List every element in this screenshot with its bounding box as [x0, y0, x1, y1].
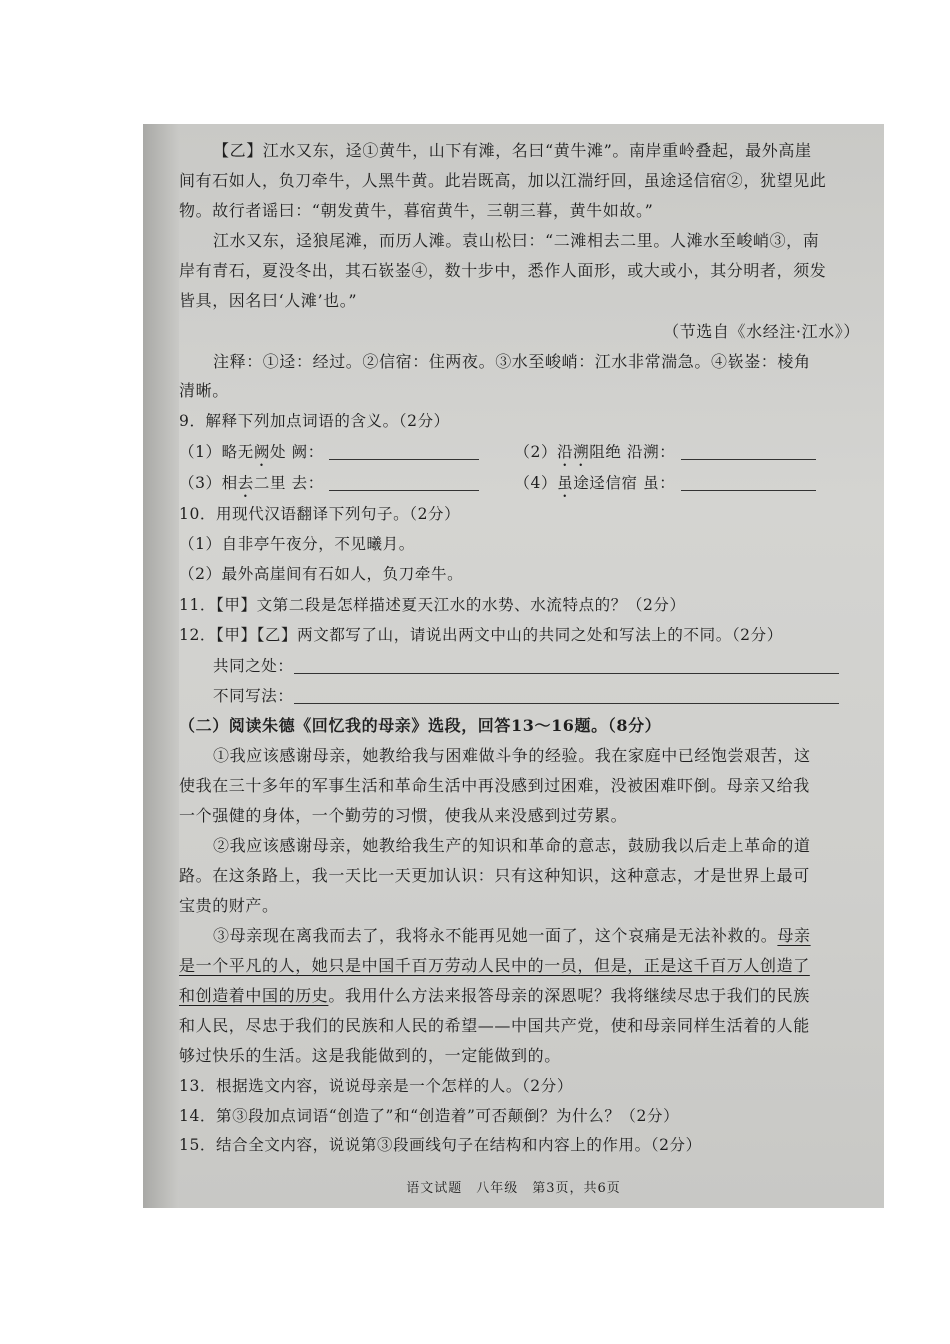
passage2-line: 一个强健的身体，一个勤劳的习惯，使我从来没感到过劳累。	[179, 806, 628, 825]
question-12-diff	[179, 681, 860, 711]
q9-item4: （4）虽途迳信宿 虽：	[514, 474, 676, 492]
q9-item3: （3）相去二里 去：	[179, 474, 324, 492]
q12-common-answer-line[interactable]	[294, 655, 839, 674]
passage-source: （节选自《水经注·江水》）	[663, 322, 860, 341]
question-13: 13．根据选文内容，说说母亲是一个怎样的人。（2分）	[179, 1077, 573, 1095]
passage-yi-line: 【乙】江水又东，迳①黄牛，山下有滩，名曰“黄牛滩”。南岸重岭叠起，最外高崖	[213, 141, 812, 160]
passage2-line: 宝贵的财产。	[179, 896, 279, 915]
passage-yi-line: 物。故行者谣曰：“朝发黄牛，暮宿黄牛，三朝三暮，黄牛如故。”	[179, 201, 654, 220]
question-10-stem: 10．用现代汉语翻译下列句子。（2分）	[179, 505, 461, 523]
q9-item2-answer-blank[interactable]	[681, 441, 816, 460]
underlined-sentence: 是一个平凡的人，她只是中国千百万劳动人民中的一员，但是，正是这千百万人创造了	[179, 956, 810, 975]
q12-diff-answer-line[interactable]	[294, 685, 839, 704]
passage-yi-line: 岸有青石，夏没冬出，其石嵚崟④，数十步中，悉作人面形，或大或小，其分明者，须发	[179, 261, 827, 280]
q9-item2: （2）沿溯阻绝 沿溯：	[514, 443, 676, 461]
page-footer: 语文试题 八年级 第3页，共6页	[406, 1181, 621, 1196]
passage-notes: 清晰。	[179, 381, 229, 400]
question-15: 15．结合全文内容，说说第③段画线句子在结构和内容上的作用。（2分）	[179, 1136, 702, 1154]
passage2-line	[179, 951, 860, 981]
passage2-line: 够过快乐的生活。这是我能做到的，一定能做到的。	[179, 1046, 561, 1065]
underlined-sentence: 母亲	[777, 926, 811, 945]
passage2-line: ①我应该感谢母亲，她教给我与困难做斗争的经验。我在家庭中已经饱尝艰苦，这	[213, 746, 811, 765]
question-11: 11．【甲】文第二段是怎样描述夏天江水的水势、水流特点的？（2分）	[179, 596, 686, 614]
underlined-sentence: 和创造着中国的历史	[179, 986, 329, 1005]
question-10-sentence1: （1）自非亭午夜分，不见曦月。	[179, 535, 415, 553]
q9-item4-answer-blank[interactable]	[681, 472, 816, 491]
section-2-heading: （二）阅读朱德《回忆我的母亲》选段，回答13～16题。（8分）	[179, 716, 662, 735]
passage-yi-line: 皆具，因名曰‘人滩’也。”	[179, 291, 358, 310]
question-9-stem: 9．解释下列加点词语的含义。（2分）	[179, 412, 450, 430]
passage-yi-line: 间有石如人，负刀牵牛，人黑牛黄。此岩既高，加以江湍纡回，虽途迳信宿②，犹望见此	[179, 171, 827, 190]
q12-diff-label: 不同写法：	[213, 687, 294, 705]
passage2-line: 使我在三十多年的军事生活和革命生活中再没感到过困难，没被困难吓倒。母亲又给我	[179, 776, 810, 795]
q9-item1: （1）略无阙处 阙：	[179, 443, 324, 461]
question-9-items-row1	[179, 437, 860, 470]
question-10-sentence2: （2）最外高崖间有石如人，负刀牵牛。	[179, 565, 464, 583]
q12-common-label: 共同之处：	[213, 657, 294, 675]
question-12-common	[179, 651, 860, 681]
passage-notes: 注释：①迳：经过。②信宿：住两夜。③水至峻峭：江水非常湍急。④嵚崟：棱角	[213, 352, 811, 371]
q9-item3-answer-blank[interactable]	[329, 472, 479, 491]
passage2-line: 路。在这条路上，我一天比一天更加认识：只有这种知识，这种意志，才是世界上最可	[179, 866, 810, 885]
passage2-line: 和人民，尽忠于我们的民族和人民的希望——中国共产党，使和母亲同样生活着的人能	[179, 1016, 810, 1035]
passage-yi-line: 江水又东，迳狼尾滩，而历人滩。袁山松曰：“二滩相去二里。人滩水至峻峭③，南	[213, 231, 820, 250]
exam-page	[143, 124, 884, 1208]
passage2-line: ③母亲现在离我而去了，我将永不能再见她一面了，这个哀痛是无法补救的。母亲	[213, 926, 811, 945]
q9-item1-answer-blank[interactable]	[329, 441, 479, 460]
question-12-stem: 12．【甲】【乙】两文都写了山，请说出两文中山的共同之处和写法上的不同。（2分）	[179, 626, 783, 644]
question-9-items-row2	[179, 468, 860, 501]
passage2-line: 和创造着中国的历史。我用什么方法来报答母亲的深恩呢？我将继续尽忠于我们的民族	[179, 986, 810, 1005]
passage2-line: ②我应该感谢母亲，她教给我生产的知识和革命的意志，鼓励我以后走上革命的道	[213, 836, 811, 855]
question-14: 14．第③段加点词语“创造了”和“创造着”可否颠倒？为什么？（2分）	[179, 1107, 680, 1125]
